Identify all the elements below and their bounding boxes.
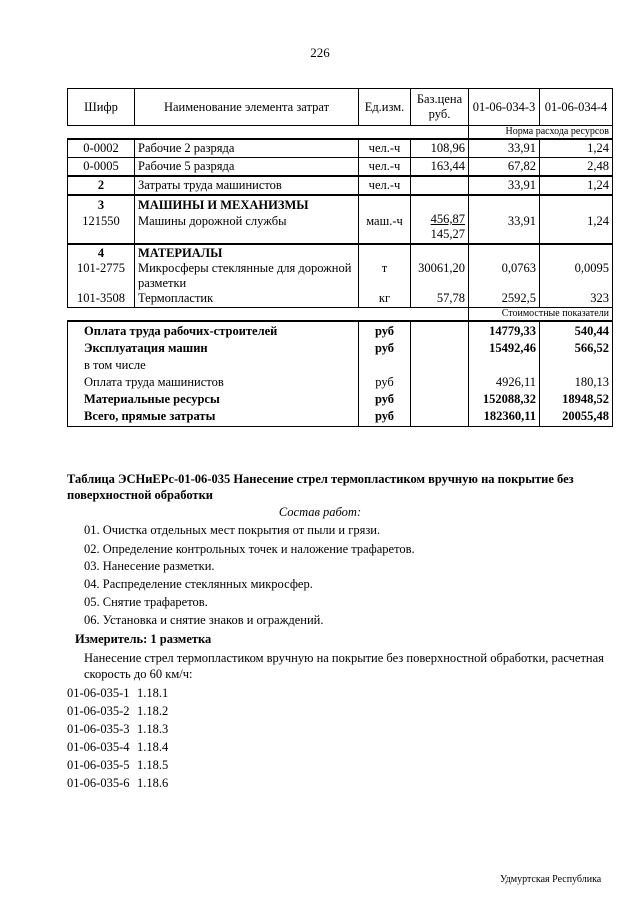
measure-unit: Измеритель: 1 разметка	[75, 632, 212, 646]
row-name: Машины дорожной службы	[138, 214, 287, 228]
row-value-1: 33,91	[469, 176, 540, 195]
table-row	[68, 176, 613, 195]
table-title: Таблица ЭСНиЕРс-01-06-035 Нанесение стрел термопластиком вручную на покрытие без поверхностной обработки	[67, 472, 574, 502]
cost-value-2: 180,13	[574, 375, 609, 389]
row-code: 101-2775	[77, 261, 125, 275]
cost-name: Оплата труда машинистов	[84, 375, 224, 389]
code-ref: 1.18.5	[137, 758, 169, 772]
code-ref: 1.18.4	[137, 740, 169, 754]
cost-name: Эксплуатация машин	[84, 341, 208, 355]
cost-name: в том числе	[84, 358, 146, 372]
row-name: Микросферы стеклянные для дорожной разметки	[138, 261, 352, 290]
materials-section-row	[68, 244, 613, 308]
norm-caption: Норма расхода ресурсов	[469, 126, 613, 140]
col-header-034-3: 01-06-034-3	[469, 89, 540, 126]
code: 01-06-035-2	[67, 704, 130, 718]
cost-unit: руб	[374, 341, 395, 355]
code-ref: 1.18.6	[137, 776, 169, 790]
row-price: 30061,20	[418, 261, 465, 275]
row-value-1: 33,91	[507, 214, 536, 228]
cost-unit: руб	[374, 392, 395, 406]
machines-section-row	[68, 195, 613, 244]
row-value-2: 323	[590, 291, 609, 305]
col-header-name: Наименование элемента затрат	[135, 89, 359, 126]
col-header-price: Баз.цена руб.	[411, 89, 469, 126]
code: 01-06-035-3	[67, 722, 130, 736]
cost-unit: руб	[374, 409, 395, 423]
row-value-2: 2,48	[540, 158, 613, 177]
row-unit: маш.-ч	[366, 214, 403, 228]
row-value-2: 1,24	[540, 139, 613, 158]
row-value-1: 67,82	[469, 158, 540, 177]
code-ref: 1.18.2	[137, 704, 169, 718]
cost-value-2: 566,52	[574, 341, 609, 355]
cost-value-1: 4926,11	[495, 375, 536, 389]
cost-name: Материальные ресурсы	[84, 392, 220, 406]
row-code: 0-0005	[68, 158, 135, 177]
norm-caption-row	[68, 126, 613, 140]
cost-value-1: 14779,33	[489, 324, 536, 338]
table-row	[68, 139, 613, 158]
cost-value-1: 152088,32	[482, 392, 536, 406]
code-line	[67, 722, 168, 737]
code: 01-06-035-5	[67, 758, 130, 772]
row-value-2: 1,24	[587, 214, 609, 228]
row-value-2: 0,0095	[574, 261, 609, 275]
page-number: 226	[310, 45, 330, 60]
work-item: 02. Определение контрольных точек и наложение трафаретов.	[84, 542, 415, 556]
cost-name: Оплата труда рабочих-строителей	[84, 324, 278, 338]
composition-title: Состав работ:	[278, 505, 362, 519]
materials-section-title: МАТЕРИАЛЫ	[138, 246, 223, 260]
row-unit: чел.-ч	[359, 176, 411, 195]
cost-value-2: 18948,52	[562, 392, 609, 406]
machines-section-number: 3	[97, 198, 105, 212]
code-ref: 1.18.3	[137, 722, 169, 736]
cost-block-row	[68, 321, 613, 427]
row-code: 101-3508	[77, 291, 125, 305]
cost-value-1: 15492,46	[489, 341, 536, 355]
code: 01-06-035-4	[67, 740, 130, 754]
work-item: 05. Снятие трафаретов.	[84, 595, 208, 609]
col-header-code: Шифр	[68, 89, 135, 126]
code-line	[67, 740, 168, 755]
col-header-034-4: 01-06-034-4	[540, 89, 613, 126]
row-price	[411, 176, 469, 195]
resource-table	[67, 88, 613, 427]
row-value-1: 0,0763	[501, 261, 536, 275]
materials-section-number: 4	[97, 246, 105, 260]
row-name: Рабочие 5 разряда	[135, 158, 359, 177]
cost-unit: руб	[375, 375, 394, 389]
work-description: Нанесение стрел термопластиком вручную на покрытие без поверхностной обработки, расчетная скорость до 60 км/ч:	[84, 651, 604, 681]
code-line	[67, 686, 168, 701]
machines-section-title: МАШИНЫ И МЕХАНИЗМЫ	[138, 198, 309, 212]
work-item: 04. Распределение стеклянных микросфер.	[84, 577, 313, 591]
cost-value-2: 540,44	[574, 324, 609, 338]
row-unit: чел.-ч	[359, 139, 411, 158]
code-line	[67, 704, 168, 719]
work-item: 03. Нанесение разметки.	[84, 559, 215, 573]
row-value-1: 33,91	[469, 139, 540, 158]
code-line	[67, 776, 168, 791]
table-header-row	[68, 89, 613, 126]
col-header-unit: Ед.изм.	[359, 89, 411, 126]
footer-region: Удмуртская Республика	[500, 874, 602, 885]
work-item: 01. Очистка отдельных мест покрытия от пыли и грязи.	[84, 523, 381, 537]
cost-unit: руб	[374, 324, 395, 338]
row-code: 0-0002	[68, 139, 135, 158]
row-unit: кг	[378, 291, 391, 305]
code: 01-06-035-6	[67, 776, 130, 790]
row-unit: т	[381, 261, 388, 275]
row-price: 57,78	[436, 291, 465, 305]
work-item: 06. Установка и снятие знаков и ограждений.	[84, 613, 324, 627]
cost-caption: Стоимостные показатели	[469, 308, 613, 322]
row-code: 2	[68, 176, 135, 195]
cost-name: Всего, прямые затраты	[84, 409, 216, 423]
row-price: 456,87	[430, 212, 465, 226]
cost-value-2: 20055,48	[562, 409, 609, 423]
code-ref: 1.18.1	[137, 686, 169, 700]
code: 01-06-035-1	[67, 686, 130, 700]
table-row	[68, 158, 613, 177]
row-name: Рабочие 2 разряда	[135, 139, 359, 158]
row-price: 108,96	[411, 139, 469, 158]
cost-value-1: 182360,11	[483, 409, 536, 423]
row-price-secondary: 145,27	[430, 227, 465, 241]
row-name: Термопластик	[138, 291, 214, 305]
row-code: 121550	[82, 214, 120, 228]
row-price: 163,44	[411, 158, 469, 177]
row-value-1: 2592,5	[501, 291, 536, 305]
cost-caption-row	[68, 308, 613, 322]
code-line	[67, 758, 168, 773]
row-unit: чел.-ч	[359, 158, 411, 177]
row-name: Затраты труда машинистов	[135, 176, 359, 195]
row-value-2: 1,24	[540, 176, 613, 195]
